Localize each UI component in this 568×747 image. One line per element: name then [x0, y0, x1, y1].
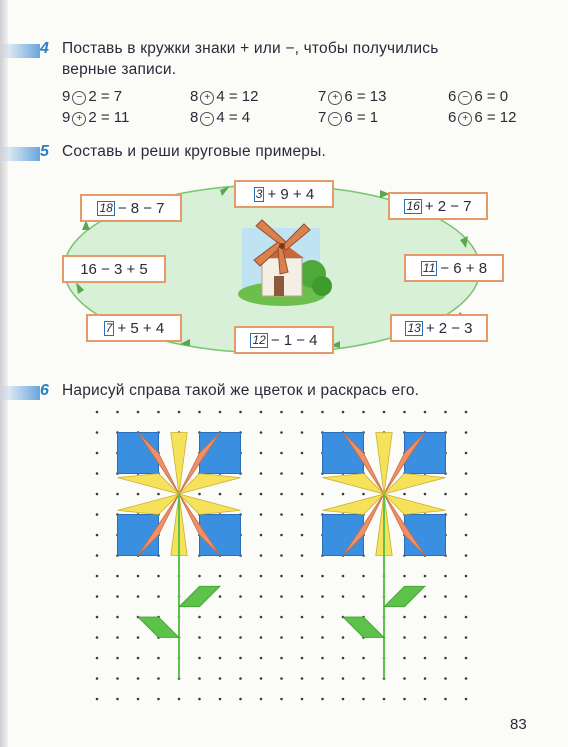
- grid-dot: [444, 657, 447, 660]
- grid-dot: [198, 411, 201, 414]
- grid-dot: [116, 616, 119, 619]
- example-box: 7 + 5 + 4: [86, 314, 182, 342]
- example-box: 11 − 6 + 8: [404, 254, 504, 282]
- grid-dot: [96, 472, 99, 475]
- grid-dot: [219, 493, 222, 496]
- grid-dot: [116, 677, 119, 680]
- grid-dot: [116, 595, 119, 598]
- grid-dot: [198, 575, 201, 578]
- grid-dot: [465, 595, 468, 598]
- grid-dot: [342, 595, 345, 598]
- left-leaf: [138, 617, 179, 638]
- grid-dot: [362, 493, 365, 496]
- sign-circle[interactable]: +: [200, 91, 214, 105]
- equation: 9 − 2 = 7: [62, 88, 123, 105]
- grid-dot: [301, 534, 304, 537]
- task-5-number: 5: [40, 143, 49, 160]
- grid-dot: [239, 493, 242, 496]
- grid-dot: [96, 636, 99, 639]
- grid-dot: [96, 554, 99, 557]
- grid-dot: [239, 636, 242, 639]
- grid-dot: [198, 677, 201, 680]
- equation: 9 + 2 = 11: [62, 109, 130, 126]
- grid-dot: [260, 677, 263, 680]
- grid-dot: [362, 575, 365, 578]
- grid-dot: [362, 698, 365, 701]
- grid-dot: [342, 698, 345, 701]
- grid-dot: [280, 636, 283, 639]
- grid-dot: [342, 493, 345, 496]
- grid-dot: [444, 677, 447, 680]
- grid-dot: [116, 698, 119, 701]
- grid-dot: [157, 411, 160, 414]
- grid-dot: [219, 575, 222, 578]
- grid-dot: [321, 493, 324, 496]
- grid-dot: [465, 431, 468, 434]
- grid-dot: [219, 657, 222, 660]
- equation: 8 − 4 = 4: [190, 109, 251, 126]
- grid-dot: [137, 595, 140, 598]
- grid-dot: [260, 595, 263, 598]
- grid-dot: [301, 452, 304, 455]
- grid-dot: [444, 698, 447, 701]
- task-5-instruction: Составь и реши круговые примеры.: [62, 143, 326, 160]
- grid-dot: [280, 493, 283, 496]
- grid-dot: [157, 698, 160, 701]
- grid-dot: [198, 493, 201, 496]
- grid-dot: [96, 431, 99, 434]
- grid-dot: [137, 657, 140, 660]
- grid-dot: [321, 616, 324, 619]
- grid-dot: [403, 636, 406, 639]
- grid-dot: [362, 657, 365, 660]
- grid-dot: [96, 616, 99, 619]
- grid-dot: [96, 493, 99, 496]
- grid-dot: [465, 411, 468, 414]
- grid-dot: [383, 698, 386, 701]
- grid-dot: [116, 657, 119, 660]
- grid-dot: [424, 595, 427, 598]
- grid-dot: [342, 575, 345, 578]
- example-box: 13 + 2 − 3: [390, 314, 488, 342]
- grid-dot: [280, 698, 283, 701]
- grid-dot: [96, 452, 99, 455]
- grid-dot: [424, 616, 427, 619]
- example-box: 16 − 3 + 5: [62, 255, 166, 283]
- example-box: 16 + 2 − 7: [388, 192, 488, 220]
- equation: 8 + 4 = 12: [190, 88, 259, 105]
- sign-circle[interactable]: −: [72, 91, 86, 105]
- grid-dot: [321, 595, 324, 598]
- grid-dot: [178, 411, 181, 414]
- grid-dot: [280, 554, 283, 557]
- sign-circle[interactable]: +: [458, 112, 472, 126]
- grid-dot: [96, 513, 99, 516]
- grid-dot: [321, 575, 324, 578]
- grid-dot: [403, 575, 406, 578]
- grid-dot: [260, 411, 263, 414]
- grid-dot: [465, 698, 468, 701]
- grid-dot: [424, 575, 427, 578]
- grid-dot: [465, 616, 468, 619]
- grid-dot: [465, 677, 468, 680]
- grid-dot: [137, 677, 140, 680]
- grid-dot: [424, 493, 427, 496]
- grid-dot: [280, 575, 283, 578]
- task-4-instruction-line1: Поставь в кружки знаки + или −, чтобы получились: [62, 40, 439, 57]
- grid-dot: [342, 677, 345, 680]
- equation: 7 − 6 = 1: [318, 109, 379, 126]
- grid-dot: [157, 677, 160, 680]
- grid-dot: [424, 657, 427, 660]
- grid-dot: [219, 616, 222, 619]
- right-leaf: [384, 586, 425, 607]
- page-number: 83: [510, 716, 527, 733]
- answer-square[interactable]: 7: [105, 320, 113, 335]
- grid-dot: [280, 513, 283, 516]
- grid-dot: [239, 575, 242, 578]
- grid-dot: [219, 636, 222, 639]
- grid-dot: [239, 616, 242, 619]
- grid-dot: [362, 595, 365, 598]
- grid-dot: [362, 411, 365, 414]
- grid-dot: [424, 411, 427, 414]
- grid-dot: [96, 595, 99, 598]
- grid-dot: [424, 698, 427, 701]
- grid-dot: [280, 677, 283, 680]
- grid-dot: [239, 411, 242, 414]
- grid-dot: [157, 493, 160, 496]
- grid-dot: [137, 636, 140, 639]
- grid-dot: [260, 698, 263, 701]
- grid-dot: [219, 677, 222, 680]
- answer-square[interactable]: 12: [252, 332, 266, 347]
- grid-dot: [301, 493, 304, 496]
- answer-square[interactable]: 13: [407, 320, 421, 335]
- task-6-number: 6: [40, 382, 49, 399]
- grid-dot: [465, 575, 468, 578]
- grid-dot: [96, 698, 99, 701]
- grid-dot: [383, 411, 386, 414]
- right-leaf: [179, 586, 220, 607]
- grid-dot: [137, 575, 140, 578]
- example-box: 12 − 1 − 4: [234, 326, 334, 354]
- grid-dot: [301, 657, 304, 660]
- equation: 6 − 6 = 0: [448, 88, 509, 105]
- equation: 7 + 6 = 13: [318, 88, 387, 105]
- grid-dot: [444, 595, 447, 598]
- grid-dot: [239, 677, 242, 680]
- grid-dot: [444, 493, 447, 496]
- grid-dot: [96, 677, 99, 680]
- grid-dot: [178, 698, 181, 701]
- grid-dot: [137, 493, 140, 496]
- grid-dot: [403, 677, 406, 680]
- grid-dot: [116, 636, 119, 639]
- answer-square[interactable]: 11: [422, 260, 436, 275]
- grid-dot: [280, 411, 283, 414]
- grid-dot: [465, 554, 468, 557]
- grid-dot: [198, 657, 201, 660]
- grid-dot: [342, 411, 345, 414]
- grid-dot: [219, 411, 222, 414]
- grid-dot: [260, 575, 263, 578]
- answer-square[interactable]: 18: [99, 200, 113, 215]
- sign-circle[interactable]: −: [200, 112, 214, 126]
- grid-dot: [280, 431, 283, 434]
- grid-dot: [239, 657, 242, 660]
- grid-dot: [260, 472, 263, 475]
- grid-dot: [321, 698, 324, 701]
- grid-dot: [301, 513, 304, 516]
- grid-dot: [260, 493, 263, 496]
- grid-dot: [465, 493, 468, 496]
- grid-dot: [198, 698, 201, 701]
- grid-dot: [280, 472, 283, 475]
- grid-dot: [301, 575, 304, 578]
- grid-dot: [403, 493, 406, 496]
- grid-dot: [465, 513, 468, 516]
- grid-dot: [424, 677, 427, 680]
- grid-dot: [321, 411, 324, 414]
- grid-dot: [280, 595, 283, 598]
- grid-dot: [137, 698, 140, 701]
- grid-dot: [260, 431, 263, 434]
- grid-dot: [424, 636, 427, 639]
- grid-dot: [403, 657, 406, 660]
- grid-dot: [301, 636, 304, 639]
- grid-dot: [116, 575, 119, 578]
- grid-dot: [301, 698, 304, 701]
- grid-dot: [280, 534, 283, 537]
- grid-dot: [444, 575, 447, 578]
- grid-dot: [198, 636, 201, 639]
- answer-square[interactable]: 3: [255, 186, 263, 201]
- grid-dot: [260, 636, 263, 639]
- grid-dot: [321, 657, 324, 660]
- sign-circle[interactable]: −: [328, 112, 342, 126]
- grid-dot: [198, 616, 201, 619]
- grid-dot: [219, 698, 222, 701]
- grid-dot: [301, 677, 304, 680]
- grid-dot: [403, 698, 406, 701]
- grid-dot: [403, 411, 406, 414]
- grid-dot: [444, 411, 447, 414]
- sign-circle[interactable]: −: [458, 91, 472, 105]
- grid-dot: [444, 616, 447, 619]
- grid-dot: [465, 472, 468, 475]
- grid-dot: [260, 657, 263, 660]
- grid-dot: [239, 698, 242, 701]
- grid-dot: [96, 657, 99, 660]
- grid-dot: [403, 616, 406, 619]
- grid-dot: [301, 595, 304, 598]
- grid-dot: [137, 411, 140, 414]
- grid-dot: [280, 657, 283, 660]
- grid-dot: [465, 636, 468, 639]
- grid-dot: [116, 411, 119, 414]
- grid-dot: [301, 411, 304, 414]
- equation: 6 + 6 = 12: [448, 109, 517, 126]
- grid-dot: [116, 493, 119, 496]
- grid-dot: [444, 636, 447, 639]
- grid-dot: [342, 636, 345, 639]
- grid-dot: [219, 595, 222, 598]
- grid-dot: [321, 636, 324, 639]
- grid-dot: [342, 657, 345, 660]
- task-4-number: 4: [40, 40, 49, 57]
- task-6-instruction: Нарисуй справа такой же цветок и раскрась его.: [62, 382, 420, 399]
- grid-dot: [465, 657, 468, 660]
- sign-circle[interactable]: +: [72, 112, 86, 126]
- example-box: 3 + 9 + 4: [234, 180, 334, 208]
- grid-dot: [260, 554, 263, 557]
- example-box: 18 − 8 − 7: [80, 194, 182, 222]
- grid-dot: [260, 452, 263, 455]
- grid-dot: [301, 472, 304, 475]
- sign-circle[interactable]: +: [328, 91, 342, 105]
- task-4-instruction-line2: верные записи.: [62, 61, 177, 78]
- grid-dot: [280, 452, 283, 455]
- answer-square[interactable]: 16: [406, 198, 420, 213]
- grid-dot: [280, 616, 283, 619]
- grid-dot: [157, 595, 160, 598]
- grid-dot: [301, 616, 304, 619]
- grid-dot: [96, 411, 99, 414]
- grid-dot: [260, 513, 263, 516]
- grid-dot: [465, 534, 468, 537]
- grid-dot: [362, 677, 365, 680]
- grid-dot: [96, 534, 99, 537]
- grid-dot: [301, 554, 304, 557]
- grid-dot: [321, 677, 324, 680]
- left-leaf: [343, 617, 384, 638]
- grid-dot: [96, 575, 99, 578]
- grid-dot: [260, 616, 263, 619]
- grid-dot: [157, 657, 160, 660]
- grid-dot: [465, 452, 468, 455]
- grid-dot: [260, 534, 263, 537]
- grid-dot: [301, 431, 304, 434]
- grid-dot: [157, 575, 160, 578]
- grid-dot: [239, 595, 242, 598]
